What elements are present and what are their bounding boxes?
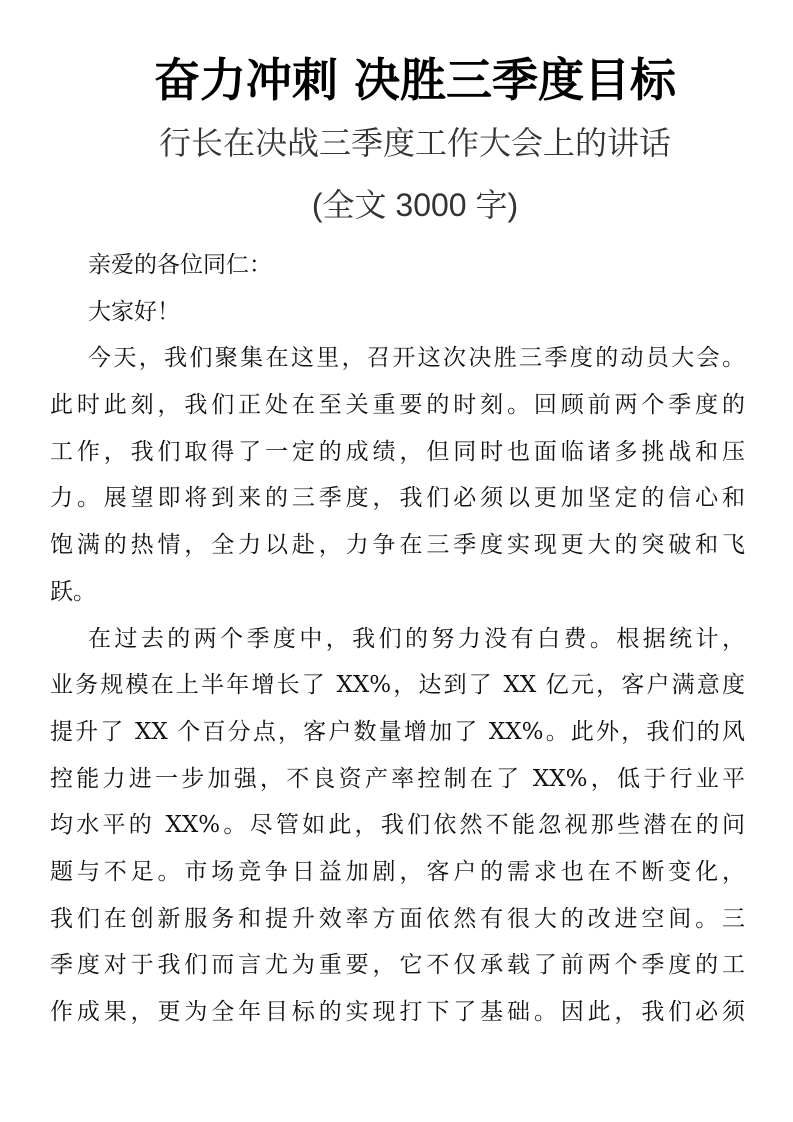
text-line: 饱满的热情，全力以赴，力争在三季度实现更大的突破和飞	[50, 532, 745, 559]
text-line: 力。展望即将到来的三季度，我们必须以更加坚定的信心和	[50, 485, 745, 512]
paragraph	[50, 616, 745, 1036]
word-count: (全文 3000 字)	[311, 187, 519, 223]
text-line: 作成果，更为全年目标的实现打下了基础。因此，我们必须	[50, 999, 745, 1025]
text-line: 今天，我们聚集在这里，召开这次决胜三季度的动员大会。	[88, 345, 745, 372]
document-body	[50, 242, 745, 1036]
text-line: 题与不足。市场竞争日益加剧，客户的需求也在不断变化，	[50, 858, 745, 885]
text-line: 业务规模在上半年增长了 XX%，达到了 XX 亿元，客户满意度	[50, 672, 745, 699]
text-line: 我们在创新服务和提升效率方面依然有很大的改进空间。三	[50, 905, 745, 932]
text-line: 提升了 XX 个百分点，客户数量增加了 XX%。此外，我们的风	[50, 718, 745, 745]
text-line: 均水平的 XX%。尽管如此，我们依然不能忽视那些潜在的问	[50, 812, 745, 839]
document-title: 奋力冲刺 决胜三季度目标	[153, 53, 676, 107]
greeting: 大家好！	[88, 298, 180, 325]
text-line: 跃。	[50, 578, 96, 605]
document-subtitle: 行长在决战三季度工作大会上的讲话	[158, 124, 671, 162]
text-line: 工作，我们取得了一定的成绩，但同时也面临诸多挑战和压	[50, 438, 745, 465]
text-line: 季度对于我们而言尤为重要，它不仅承载了前两个季度的工	[50, 952, 745, 979]
text-line: 在过去的两个季度中，我们的努力没有白费。根据统计，	[88, 625, 745, 652]
salutation: 亲爱的各位同仁：	[88, 252, 272, 278]
text-line: 控能力进一步加强，不良资产率控制在了 XX%，低于行业平	[50, 765, 745, 792]
paragraph	[50, 335, 745, 615]
paragraphs	[50, 335, 745, 1035]
text-line: 此时此刻，我们正处在至关重要的时刻。回顾前两个季度的	[50, 392, 745, 419]
